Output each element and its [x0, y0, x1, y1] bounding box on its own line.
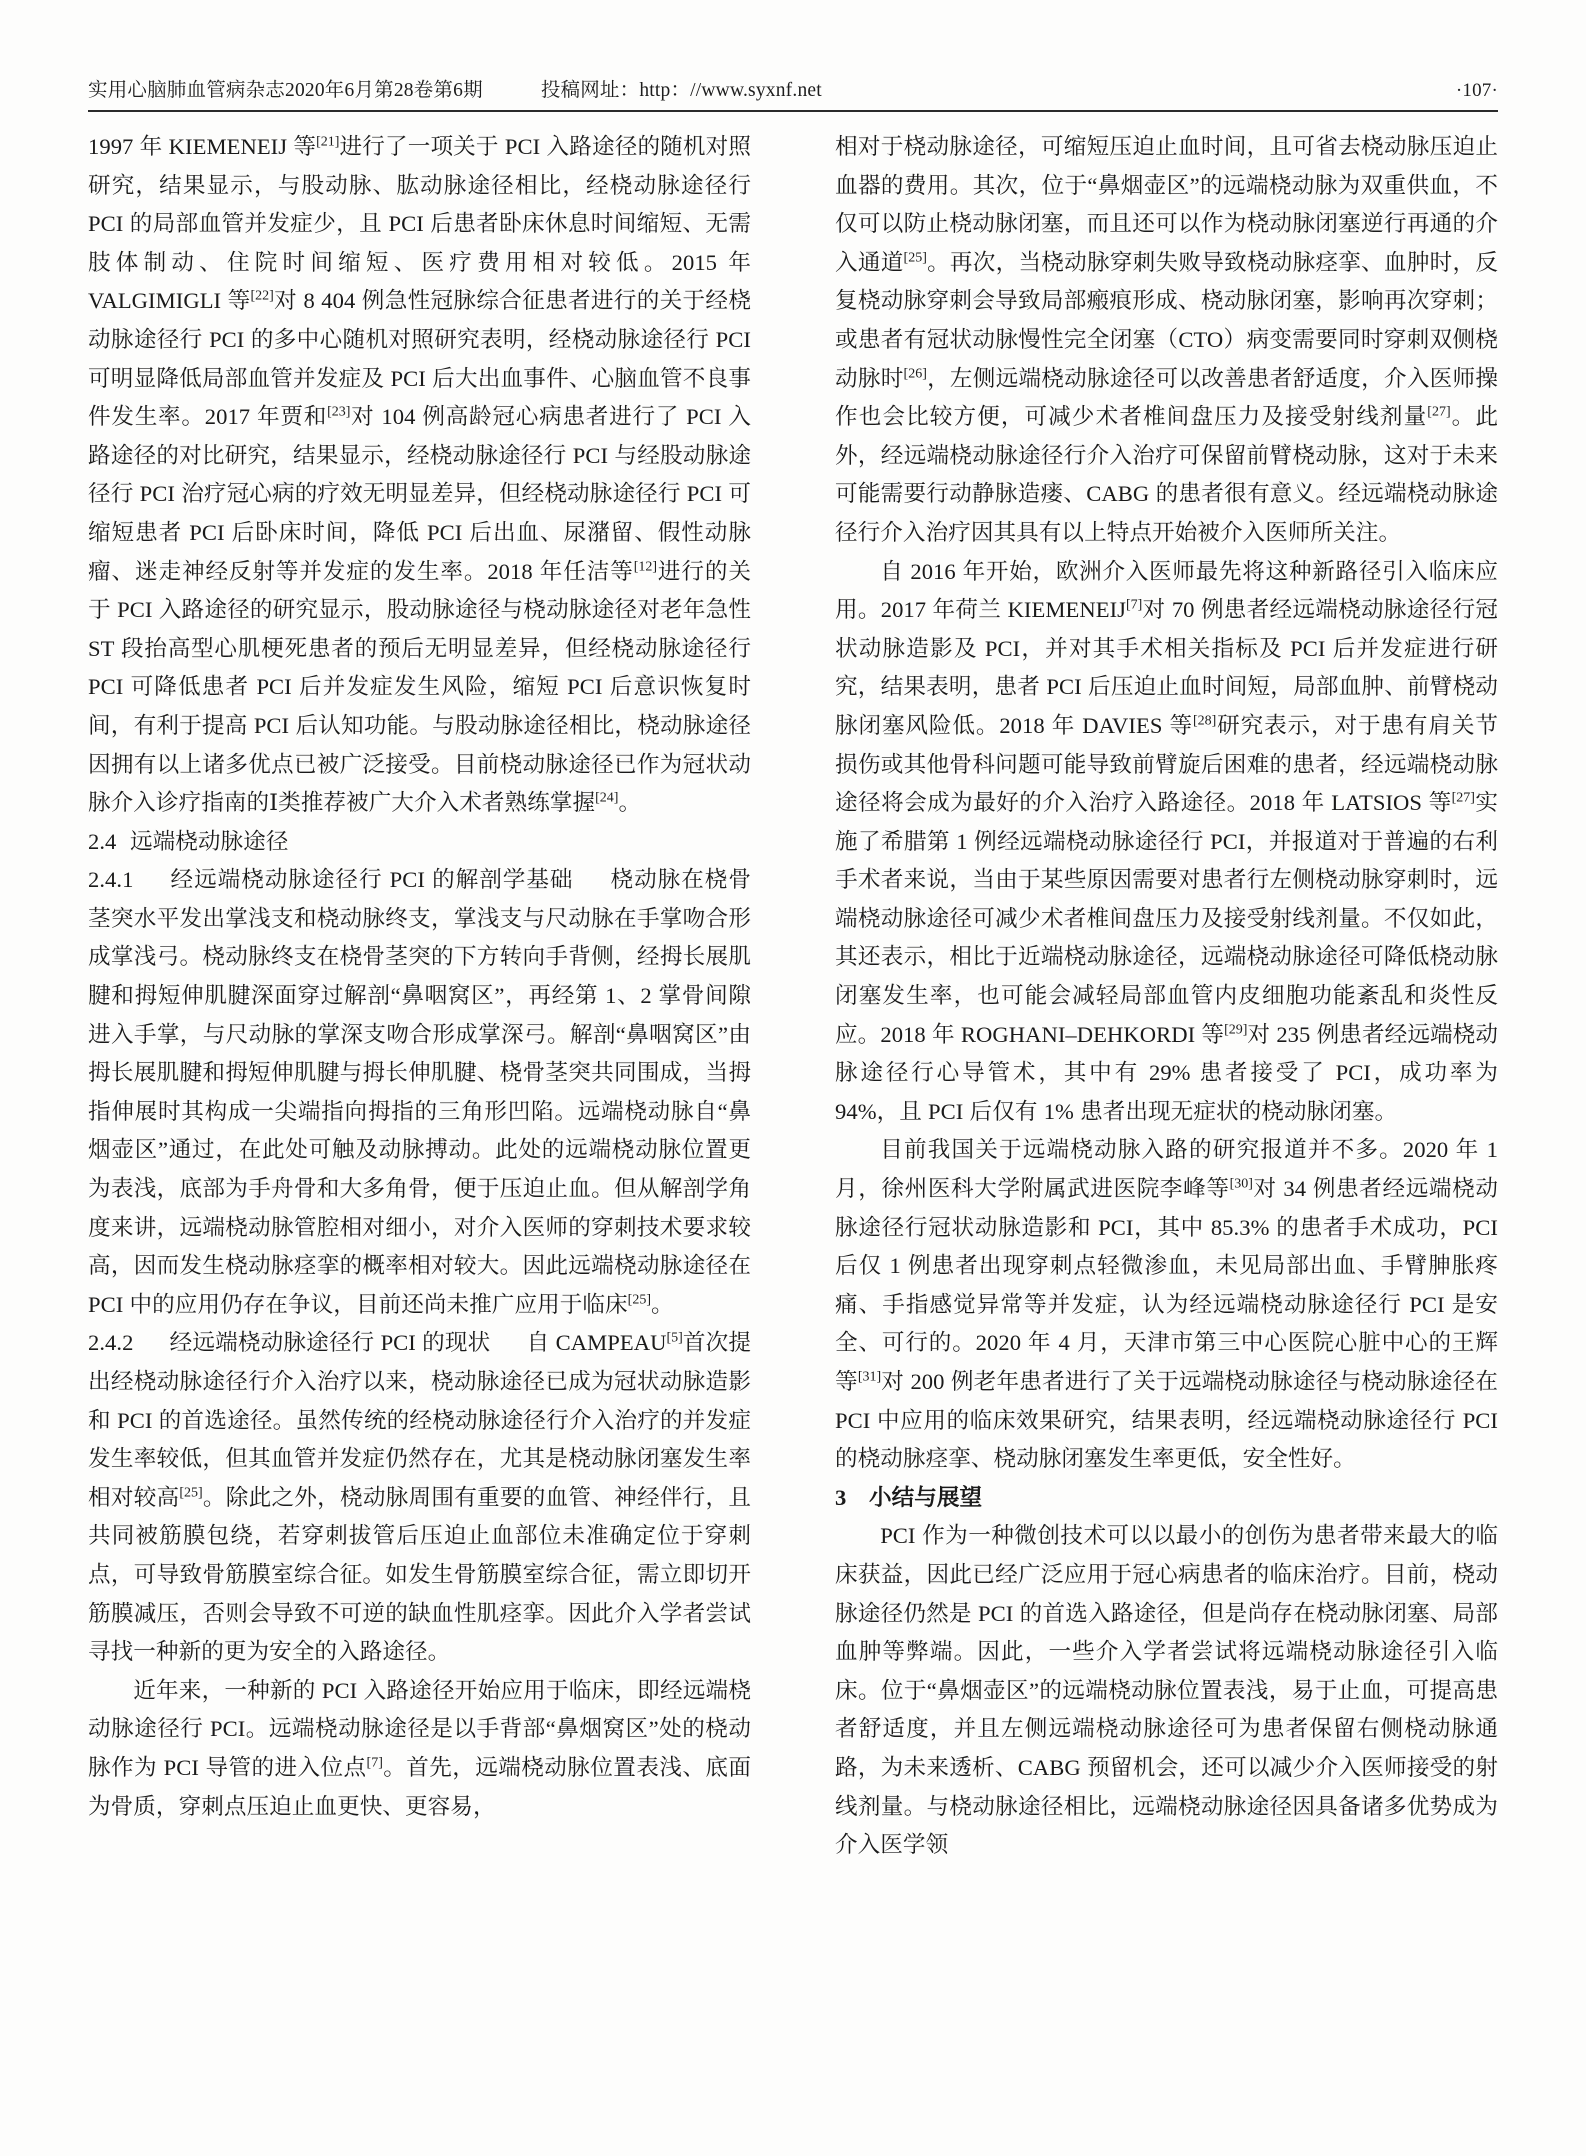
submission-url: 投稿网址：http：//www.syxnf.net: [540, 80, 822, 101]
page-number: ·107·: [1455, 80, 1498, 101]
heading-3-number: 3: [835, 1484, 847, 1510]
paragraph-china-studies: 目前我国关于远端桡动脉入路的研究报道并不多。2020 年 1 月，徐州医科大学附属武进医院李峰等[30]对 34 例患者经远端桡动脉途径行冠状动脉造影和 PCI，其中 85.3% 的患者手术成功，PCI 后仅 1 例患者出现穿刺点轻微渗血，未见局部出血、手臂胂胀疼痛、手指感觉异常等并发症，认为经远端桡动脉途径行 PCI 是安全、可行的。2020 年 4 月，天津市第三中心医院心脏中心的王辉等[31]对 200 例老年患者进行了关于远端桡动脉途径与桡动脉途径在 PCI 中应用的临床效果研究，结果表明，经远端桡动脉途径行 PCI 的桡动脉痉挛、桡动脉闭塞发生率更低，安全性好。: [835, 1137, 1498, 1472]
heading-2-4: [88, 823, 751, 862]
left-column: [88, 128, 751, 2118]
reference-marker: [22]: [250, 288, 274, 304]
reference-marker: [21]: [316, 134, 340, 150]
right-column: [835, 128, 1498, 2118]
heading-2-4-2-title: 经远端桡动脉途径行 PCI 的现状: [169, 1330, 491, 1356]
body-columns: [88, 128, 1498, 2118]
reference-marker: [7]: [366, 1755, 383, 1771]
heading-3: [835, 1479, 1498, 1518]
heading-2-4-1-title: 经远端桡动脉途径行 PCI 的解剖学基础: [169, 867, 574, 893]
reference-marker: [7]: [1125, 597, 1143, 613]
reference-marker: [29]: [1224, 1022, 1248, 1038]
paragraph-advantages: 相对于桡动脉途径，可缩短压迫止血时间，且可省去桡动脉压迫止血器的费用。其次，位于“鼻烟壶区”的远端桡动脉为双重供血，不仅可以防止桡动脉闭塞，而且还可以作为桡动脉闭塞逆行再通的介入通道[25]。再次，当桡动脉穿刺失败导致桡动脉痉挛、血肿时，反复桡动脉穿刺会导致局部瘢痕形成、桡动脉闭塞，影响再次穿刺；或患者有冠状动脉慢性完全闭塞（CTO）病变需要同时穿刺双侧桡动脉时[26]，左侧远端桡动脉途径可以改善患者舒适度，介入医师操作也会比较方便，可减少术者椎间盘压力及接受射线剂量[27]。此外，经远端桡动脉途径行介入治疗可保留前臂桡动脉，这对于未来可能需要行动静脉造瘘、CABG 的患者很有意义。经远端桡动脉途径行介入治疗因其具有以上特点开始被介入医师所关注。: [835, 134, 1499, 545]
running-header: [88, 74, 1498, 104]
reference-marker: [5]: [666, 1330, 683, 1346]
reference-marker: [25]: [627, 1292, 651, 1308]
reference-marker: [23]: [327, 404, 351, 420]
header-rule: [88, 110, 1498, 112]
reference-marker: [28]: [1192, 713, 1217, 729]
reference-marker: [27]: [1427, 404, 1451, 420]
heading-2-4-2-number: 2.4.2: [88, 1330, 134, 1356]
journal-title: 实用心脑肺血管病杂志2020年6月第28卷第6期: [88, 80, 483, 101]
paragraph-new-approach: 近年来，一种新的 PCI 入路途径开始应用于临床，即经远端桡动脉途径行 PCI。远端桡动脉途径是以手背部“鼻烟窝区”处的桡动脉作为 PCI 导管的进入位点[7]。首先，远端桡动脉位置表浅、底面为骨质，穿刺点压迫止血更快、更容易，: [88, 1677, 751, 1819]
paragraph-europe-studies: 自 2016 年开始，欧洲介入医师最先将这种新路径引入临床应用。2017 年荷兰 KIEMENEIJ[7]对 70 例患者经远端桡动脉途径行冠状动脉造影及 PCI，并对其手术相关指标及 PCI 后并发症进行研究，结果表明，患者 PCI 后压迫止血时间短，局部血肿、前臂桡动脉闭塞风险低。2018 年 DAVIES 等[28]研究表示，对于患有肩关节损伤或其他骨科问题可能导致前臂旋后困难的患者，经远端桡动脉途径将会成为最好的介入治疗入路途径。2018 年 LATSIOS 等[27]实施了希腊第 1 例经远端桡动脉途径行 PCI，并报道对于普遍的右利手术者来说，当由于某些原因需要对患者行左侧桡动脉穿刺时，远端桡动脉途径可减少术者椎间盘压力及接受射线剂量。不仅如此，其还表示，相比于近端桡动脉途径，远端桡动脉途径可降低桡动脉闭塞发生率，也可能会减轻局部血管内皮细胞功能紊乱和炎性反应。2018 年 ROGHANI–DEHKORDI 等[29]对 235 例患者经远端桡动脉途径行心导管术，其中有 29% 患者接受了 PCI，成功率为 94%，且 PCI 后仅有 1% 患者出现无症状的桡动脉闭塞。: [835, 558, 1499, 1124]
heading-2-4-number: 2.4: [88, 828, 117, 854]
reference-marker: [25]: [179, 1485, 203, 1501]
reference-marker: [12]: [633, 559, 658, 574]
paragraph-2-4-1-body: 桡动脉在桡骨茎突水平发出掌浅支和桡动脉终支，掌浅支与尺动脉在手掌吻合形成掌浅弓。桡动脉终支在桡骨茎突的下方转向手背侧，经拇长展肌腱和拇短伸肌腱深面穿过解剖“鼻咽窝区”，再经第 1、2 掌骨间隙进入手掌，与尺动脉的掌深支吻合形成掌深弓。解剖“鼻咽窝区”由拇长展肌腱和拇短伸肌腱与拇长伸肌腱、桡骨茎突共同围成，当拇指伸展时其构成一尖端指向拇指的三角形凹陷。远端桡动脉自“鼻烟壶区”通过，在此处可触及动脉搏动。此处的远端桡动脉位置更为表浅，底部为手舟骨和大多角骨，便于压迫止血。但从解剖学角度来讲，远端桡动脉管腔相对细小，对介入医师的穿刺技术要求较高，因而发生桡动脉痉挛的概率相对较大。因此远端桡动脉途径在 PCI 中的应用仍存在争议，目前还尚未推广应用于临床[25]。: [88, 867, 751, 1317]
paragraph-2-4-2-body: 自 CAMPEAU[5]首次提出经桡动脉途径行介入治疗以来，桡动脉途径已成为冠状动脉造影和 PCI 的首选途径。虽然传统的经桡动脉途径行介入治疗的并发症发生率较低，但其血管并发症仍然存在，尤其是桡动脉闭塞发生率相对较高[25]。除此之外，桡动脉周围有重要的血管、神经伴行，且共同被筋膜包绕，若穿刺拔管后压迫止血部位未准确定位于穿刺点，可导致骨筋膜室综合征。如发生骨筋膜室综合征，需立即切开筋膜减压，否则会导致不可逆的缺血性肌痉挛。因此介入学者尝试寻找一种新的更为安全的入路途径。: [88, 1330, 752, 1665]
paragraph-2-4-1: [88, 861, 751, 1324]
reference-marker: [24]: [595, 790, 619, 806]
heading-3-text: 小结与展望: [868, 1484, 983, 1510]
reference-marker: [30]: [1229, 1176, 1253, 1192]
reference-marker: [31]: [857, 1369, 882, 1385]
heading-2-4-1-number: 2.4.1: [88, 867, 134, 893]
reference-marker: [27]: [1451, 790, 1475, 806]
paragraph-2-4-2: [88, 1324, 751, 1671]
heading-2-4-text: 远端桡动脉途径: [129, 828, 289, 854]
reference-marker: [26]: [903, 366, 927, 382]
paragraph-kiemeneij: 1997 年 KIEMENEIJ 等[21]进行了一项关于 PCI 入路途径的随机对照研究，结果显示，与股动脉、肱动脉途径相比，经桡动脉途径行 PCI 的局部血管并发症少，且 PCI 后患者卧床休息时间缩短、无需肢体制动、住院时间缩短、医疗费用相对较低。2015 年 VALGIMIGLI 等[22]对 8 404 例急性冠脉综合征患者进行的关于经桡动脉途径行 PCI 的多中心随机对照研究表明，经桡动脉途径行 PCI 可明显降低局部血管并发症及 PCI 后大出血事件、心脑血管不良事件发生率。2017 年贾和[23]对 104 例高龄冠心病患者进行了 PCI 入路途径的对比研究，结果显示，经桡动脉途径行 PCI 与经股动脉途径行 PCI 治疗冠心病的疗效无明显差异，但经桡动脉途径行 PCI 可缩短患者 PCI 后卧床时间，降低 PCI 后出血、尿潴留、假性动脉瘤、迷走神经反射等并发症的发生率。2018 年任洁等[12]进行的关于 PCI 入路途径的研究显示，股动脉途径与桡动脉途径对老年急性 ST 段抬高型心肌梗死患者的预后无明显差异，但经桡动脉途径行 PCI 可降低患者 PCI 后并发症发生风险，缩短 PCI 后意识恢复时间，有利于提高 PCI 后认知功能。与股动脉途径相比，桡动脉途径因拥有以上诸多优点已被广泛接受。目前桡动脉途径已作为冠状动脉介入诊疗指南的Ⅰ类推荐被广大介入术者熟练掌握[24]。: [88, 134, 752, 816]
reference-marker: [25]: [903, 250, 927, 266]
paragraph-conclusion: PCI 作为一种微创技术可以以最小的创伤为患者带来最大的临床获益，因此已经广泛应用于冠心病患者的临床治疗。目前，桡动脉途径仍然是 PCI 的首选入路途径，但是尚存在桡动脉闭塞、局部血肿等弊端。因此，一些介入学者尝试将远端桡动脉途径引入临床。位于“鼻烟壶区”的远端桡动脉位置表浅，易于止血，可提高患者舒适度，并且左侧远端桡动脉途径可为患者保留右侧桡动脉通路，为未来透析、CABG 预留机会，还可以减少介入医师接受的射线剂量。与桡动脉途径相比，远端桡动脉途径因具备诸多优势成为介入医学领: [835, 1523, 1498, 1858]
